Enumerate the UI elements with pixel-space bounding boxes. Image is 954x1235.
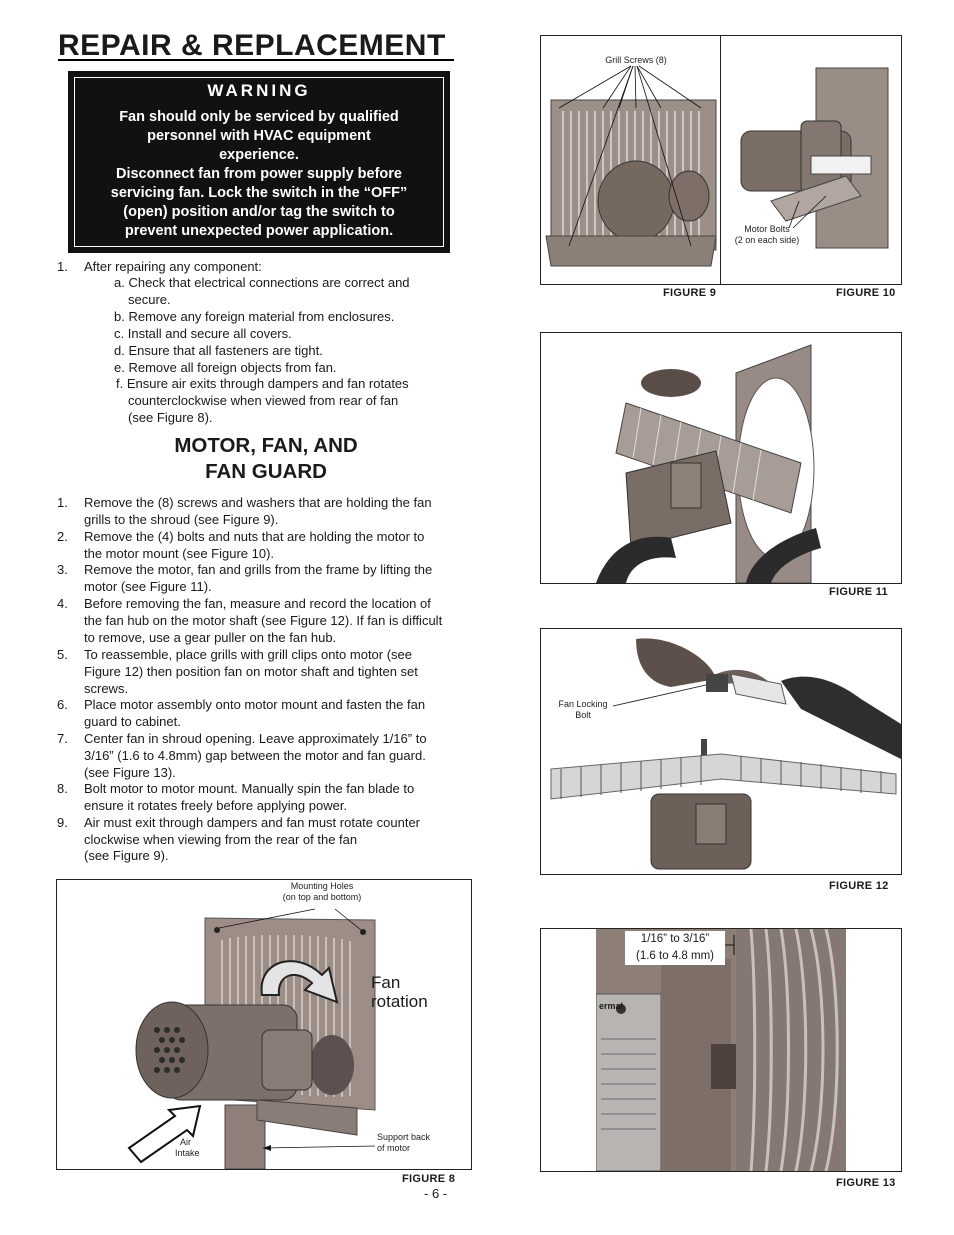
figure-8-label-support [377,1132,457,1154]
warning-line: Disconnect fan from power supply before [115,166,402,182]
fig12-fan-blade [636,638,716,687]
procedure-list [57,494,477,866]
label-line: (2 on each side) [734,235,800,245]
figure-8-frame [56,879,472,1170]
checklist-line: e. Remove all foreign objects from fan. [114,360,337,375]
figure-8-label-rotation [371,973,428,1011]
label-line: 1/16” to 3/16” [640,933,710,945]
motor-end-cap [136,1002,208,1098]
label-line: Air [180,1137,191,1147]
fan-opening [310,1035,354,1095]
label-line: Bolt [575,710,591,720]
figure-12-frame [540,628,902,875]
step-number: 4. [57,596,68,611]
fig12-grill [551,754,896,799]
figure-12-label-locking-bolt [551,699,615,721]
step-text: To reassemble, place grills with grill clips onto motor (see [84,647,413,662]
step-text: ensure it rotates freely before applying power. [84,798,348,813]
step-number: 2. [57,529,68,544]
fig10-bracket [811,156,871,174]
figure-8-caption: FIGURE 8 [402,1173,456,1185]
figure-11-illustration [541,333,901,583]
fig11-fan-blade [641,369,701,397]
step-text: grills to the shroud (see Figure 9). [84,512,279,527]
label-line: Mounting Holes [290,881,354,891]
label-line: Motor Bolts [744,224,790,234]
warning-line: (open) position and/or tag the switch to [123,204,395,220]
page-title: REPAIR & REPLACEMENT [58,29,446,62]
step-number: 9. [57,815,68,830]
figure-12-caption: FIGURE 12 [829,880,889,892]
fig9-motor [598,161,674,241]
title-underline [58,59,454,61]
step-number: 6. [57,697,68,712]
checklist-line: d. Ensure that all fasteners are tight. [114,343,323,358]
fig13-left-margin [541,929,596,1171]
warning-box [68,71,450,253]
fig12-hub [706,674,728,692]
figure-divider [720,36,721,284]
checklist-line: f. Ensure air exits through dampers and fan rotates [116,376,409,391]
checklist-line: a. Check that electrical connections are correct and [114,275,410,290]
warning-line: servicing fan. Lock the switch in the “OFF” [110,185,408,201]
warning-line: experience. [219,147,299,163]
figure-9-caption: FIGURE 9 [663,287,717,299]
fig12-nameplate [696,804,726,844]
label-line: rotation [371,992,428,1011]
step-text: Before removing the fan, measure and record the location of [84,596,431,611]
fig11-glove-left [596,537,676,583]
figure-9-10-illustration [541,36,901,284]
label-line: Intake [175,1148,200,1158]
step-text: motor (see Figure 11). [84,579,212,594]
section-heading-line: MOTOR, FAN, AND [174,434,358,457]
fig12-glove [781,677,901,759]
label-line: Fan [371,973,401,992]
list-text: After repairing any component: [84,259,262,274]
step-number: 8. [57,781,68,796]
figure-8-label-mounting [262,881,382,903]
leader-line [263,1146,375,1148]
figure-8-illustration [57,880,471,1169]
step-number: 5. [57,647,68,662]
figure-10-caption: FIGURE 10 [836,287,896,299]
step-text: Bolt motor to motor mount. Manually spin the fan blade to [84,781,415,796]
figure-9-label-grill-screws: Grill Screws (8) [605,55,667,65]
checklist-line: counterclockwise when viewed from rear of fan [128,393,399,408]
label-line: (on top and bottom) [282,892,362,902]
figure-13-label-gap [625,931,725,965]
figure-12-illustration [541,629,901,874]
label-line: (1.6 to 4.8 mm) [636,950,714,962]
step-text: the fan hub on the motor shaft (see Figure 12). If fan is difficult [84,613,443,628]
warning-line: prevent unexpected power application. [124,223,394,239]
step-number: 1. [57,495,68,510]
warning-heading: WARNING [207,81,311,100]
list-number: 1. [57,259,68,274]
figure-13-frame [540,928,902,1172]
figure-8-label-air-intake [175,1137,215,1159]
checklist-line: c. Install and secure all covers. [114,326,292,341]
checklist-line: (see Figure 8). [128,410,213,425]
section-heading [150,433,382,485]
section-heading-line: FAN GUARD [205,460,327,483]
checklist-line: b. Remove any foreign material from enclosures. [114,309,395,324]
step-number: 3. [57,562,68,577]
checklist-line: secure. [128,292,171,307]
page-number: - 6 - [424,1186,448,1201]
step-text: Place motor assembly onto motor mount and fasten the fan [84,697,426,712]
step-text: Figure 12) then position fan on motor shaft and tighten set [84,664,418,679]
fig9-motor-box [669,171,709,221]
leader-line [613,685,706,706]
step-text: Remove the (8) screws and washers that are holding the fan [84,495,432,510]
step-text: guard to cabinet. [84,714,181,729]
step-text: (see Figure 9). [84,848,169,863]
warning-text [75,108,443,241]
step-number: 7. [57,731,68,746]
fig11-nameplate [671,463,701,508]
figure-11-caption: FIGURE 11 [829,586,888,598]
figure-13-caption: FIGURE 13 [836,1177,896,1189]
step-text: to remove, use a gear puller on the fan hub. [84,630,337,645]
step-text: Air must exit through dampers and fan must rotate counter [84,815,421,830]
figure-11-frame [540,332,902,584]
figure-13-illustration [541,929,901,1171]
step-text: Center fan in shroud opening. Leave approximately 1/16” to [84,731,427,746]
step-text: (see Figure 13). [84,765,176,780]
step-text: Remove the motor, fan and grills from the frame by lifting the [84,562,433,577]
figure-10-label-motor-bolts [719,224,815,246]
step-text: 3/16” (1.6 to 4.8mm) gap between the motor and fan guard. [84,748,426,763]
step-text: screws. [84,681,129,696]
figure-9-10-frame [540,35,902,285]
warning-line: Fan should only be serviced by qualified [119,109,399,125]
motor-junction-box [262,1030,312,1090]
after-repair-list [57,258,477,428]
step-text: clockwise when viewing from the rear of the fan [84,832,358,847]
fig13-nameplate [596,994,661,1171]
label-line: of motor [377,1143,411,1153]
step-text: the motor mount (see Figure 10). [84,546,275,561]
warning-line: personnel with HVAC equipment [147,128,371,144]
step-text: Remove the (4) bolts and nuts that are holding the motor to [84,529,425,544]
fig9-base [546,236,716,266]
label-line: Fan Locking [558,699,608,709]
label-line: Support back [377,1132,431,1142]
figure-13-plate-brand: ermal [599,1001,624,1011]
